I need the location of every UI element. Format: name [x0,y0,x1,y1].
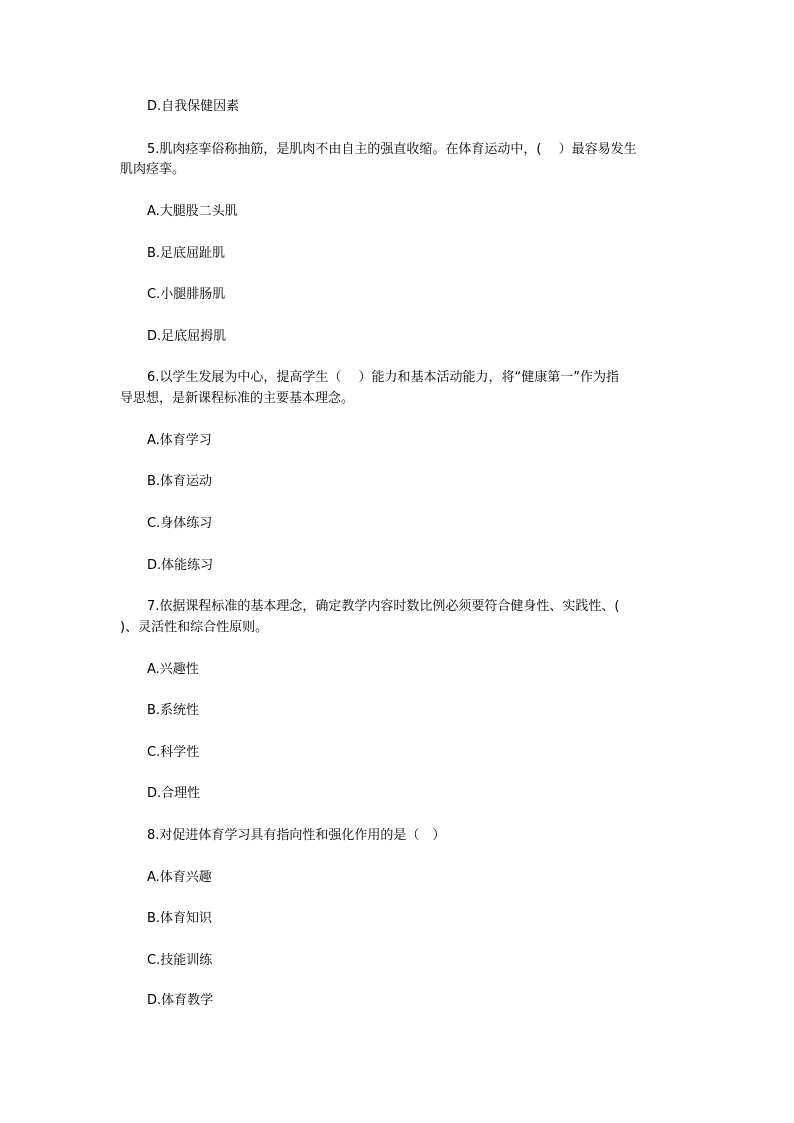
question-5-option-d: D.足底屈拇肌 [147,329,227,344]
question-7-option-d: D.合理性 [147,786,201,801]
question-5-option-c: C.小腿腓肠肌 [147,287,226,302]
question-5-stem-cont: 肌肉痉挛。 [120,162,186,177]
question-6-stem-cont: 导思想，是新课程标准的主要基本理念。 [120,391,355,406]
option-d: D.自我保健因素 [147,99,240,114]
question-6-option-d: D.体能练习 [147,558,214,573]
question-8-option-b: B.体育知识 [147,911,213,926]
question-7-option-b: B.系统性 [147,703,200,718]
question-8-option-a: A.体育兴趣 [147,870,212,885]
question-7-option-c: C.科学性 [147,745,200,760]
question-6-option-b: B.体育运动 [147,474,213,489]
question-6-option-a: A.体育学习 [147,433,212,448]
question-8-option-c: C.技能训练 [147,953,213,968]
question-7-option-a: A.兴趣性 [147,662,199,677]
question-5-stem: 5.肌肉痉挛俗称抽筋，是肌肉不由自主的强直收缩。在体育运动中，( ）最容易发生 [147,142,637,157]
question-5-option-a: A.大腿股二头肌 [147,204,238,219]
question-8-stem: 8.对促进体育学习具有指向性和强化作用的是（ ） [147,828,446,843]
question-7-stem-cont: )、灵活性和综合性原则。 [120,620,269,635]
question-5-option-b: B.足底屈趾肌 [147,246,226,261]
question-6-stem: 6.以学生发展为中心，提高学生（ ）能力和基本活动能力，将“健康第一”作为指 [147,370,620,385]
question-6-option-c: C.身体练习 [147,516,213,531]
question-8-option-d: D.体育教学 [147,993,214,1008]
question-7-stem: 7.依据课程标准的基本理念，确定教学内容时数比例必须要符合健身性、实践性、( [147,599,620,614]
